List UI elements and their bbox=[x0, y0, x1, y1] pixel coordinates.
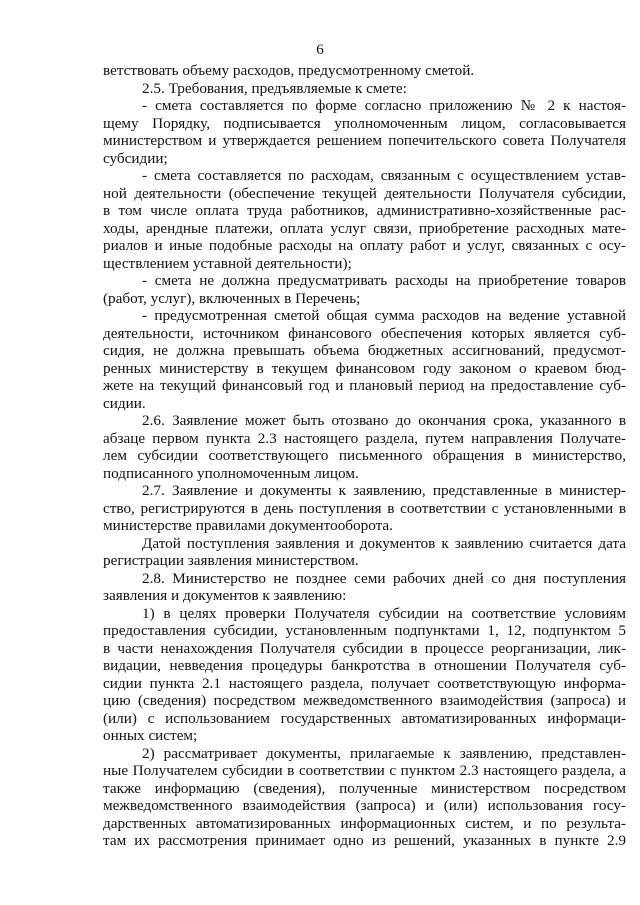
text-line: субсидии; bbox=[103, 149, 168, 167]
paragraph bbox=[103, 412, 626, 482]
text-line: сидии. bbox=[103, 394, 146, 412]
text-line: ные Получателем субсидии в соответствии с пунктом 2.3 настоящего раздела, а bbox=[103, 762, 626, 779]
text-line: 2.5. Требования, предъявляемые к смете: bbox=[142, 79, 407, 97]
text-line: ществлением уставной деятельности); bbox=[103, 254, 352, 272]
text-line: подписанного уполномоченным лицом. bbox=[103, 464, 359, 482]
text-line: онных систем; bbox=[103, 727, 198, 744]
text-line: (работ, услуг), включенных в Перечень; bbox=[103, 289, 361, 307]
text-line: - смета не должна предусматривать расходы на приобретение товаров bbox=[142, 272, 626, 289]
text-line: лем субсидии соответствующего письменного обращения в министерство, bbox=[103, 447, 626, 464]
text-line: ходы, арендные платежи, оплата услуг связи, приобретение расходных мате- bbox=[103, 219, 626, 237]
text-line: министерством и утверждается решением попечительского совета Получателя bbox=[103, 132, 626, 149]
paragraph bbox=[103, 570, 626, 605]
document-text bbox=[103, 62, 626, 850]
text-line: 2.6. Заявление может быть отозвано до окончания срока, указанного в bbox=[142, 412, 626, 429]
text-line: цию (сведения) посредством межведомственного взаимодействия (запроса) и bbox=[103, 692, 626, 709]
text-line: 1) в целях проверки Получателя субсидии на соответствие условиям bbox=[142, 604, 626, 622]
text-line: министерстве правилами документооборота. bbox=[103, 517, 393, 534]
paragraph bbox=[103, 605, 626, 745]
text-line: регистрации заявления министерством. bbox=[103, 552, 359, 569]
text-line: в том числе оплата труда работников, административно-хозяйственные рас- bbox=[103, 202, 626, 219]
text-line: абзаце первом пункта 2.3 настоящего раздела, путем направления Получате- bbox=[103, 429, 626, 447]
text-line: также информацию (сведения), полученные министерством посредством bbox=[103, 779, 626, 797]
text-line: предоставления субсидии, установленным подпунктами 1, 12, подпунктом 5 bbox=[103, 622, 626, 639]
paragraph bbox=[103, 482, 626, 535]
text-line: щему Порядку, подписывается уполномоченным лицом, согласовывается bbox=[103, 114, 626, 132]
paragraph bbox=[103, 80, 626, 98]
paragraph bbox=[103, 97, 626, 167]
paragraph bbox=[103, 535, 626, 570]
text-line: 2.8. Министерство не позднее семи рабочих дней со дня поступления bbox=[142, 569, 626, 587]
text-line: деятельности, источником финансового обеспечения которых является суб- bbox=[103, 324, 626, 342]
text-line: - смета составляется по форме согласно приложению № 2 к настоя- bbox=[142, 97, 626, 114]
paragraph bbox=[103, 307, 626, 412]
text-line: жете на текущий финансовый год и плановый период на предоставление суб- bbox=[103, 377, 626, 394]
text-line: - предусмотренная сметой общая сумма расходов на ведение уставной bbox=[142, 307, 626, 324]
paragraph bbox=[103, 62, 626, 80]
text-line: ветствовать объему расходов, предусмотренному сметой. bbox=[103, 62, 475, 79]
text-line: ренных министерству в текущем финансовом году законом о краевом бюд- bbox=[103, 359, 626, 377]
text-line: дарственных автоматизированных информационных систем, и по результа- bbox=[103, 814, 626, 832]
text-line: сидии пункта 2.1 настоящего раздела, получает соответствующую информа- bbox=[103, 674, 626, 692]
text-line: - смета составляется по расходам, связанным с осуществлением устав- bbox=[142, 167, 626, 184]
text-line: ной деятельности (обеспечение текущей деятельности Получателя субсидии, bbox=[103, 184, 626, 202]
text-line: сидия, не должна превышать объема бюджетных ассигнований, предусмот- bbox=[103, 342, 626, 359]
text-line: (или) с использованием государственных автоматизированных информаци- bbox=[103, 709, 626, 727]
paragraph bbox=[103, 745, 626, 850]
text-line: в части ненахождения Получателя субсидии в процессе реорганизации, лик- bbox=[103, 639, 626, 657]
text-line: межведомственного взаимодействия (запроса) и (или) использования госу- bbox=[103, 797, 626, 814]
text-line: видации, невведения процедуры банкротства в отношении Получателя суб- bbox=[103, 657, 626, 674]
text-line: ство, регистрируются в день поступления в соответствии с установленными в bbox=[103, 499, 626, 517]
paragraph bbox=[103, 167, 626, 272]
text-line: там их рассмотрения принимает одно из решений, указанных в пункте 2.9 bbox=[103, 832, 626, 849]
text-line: заявления и документов к заявлению: bbox=[103, 587, 347, 604]
text-line: 2) рассматривает документы, прилагаемые к заявлению, представлен- bbox=[142, 744, 626, 762]
text-line: Датой поступления заявления и документов к заявлению считается дата bbox=[142, 534, 626, 552]
page-number: 6 bbox=[316, 42, 324, 58]
text-line: 2.7. Заявление и документы к заявлению, представленные в министер- bbox=[142, 482, 626, 499]
paragraph bbox=[103, 272, 626, 307]
text-line: риалов и иные подобные расходы на оплату работ и услуг, связанных с осу- bbox=[103, 237, 626, 254]
